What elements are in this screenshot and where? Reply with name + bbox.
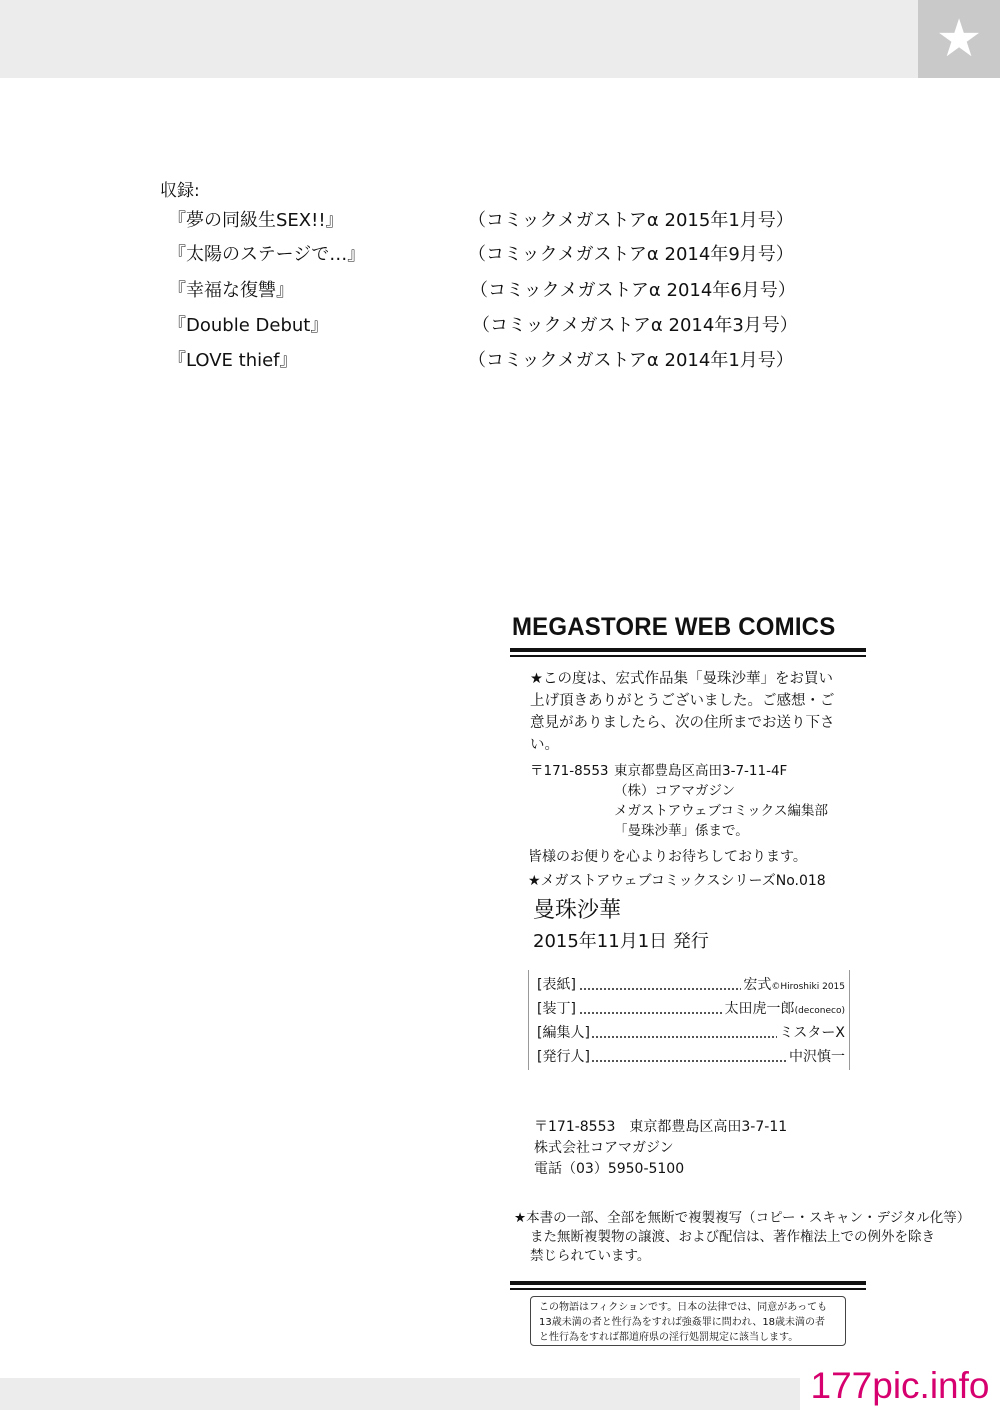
story-source: （コミックメガストアα 2014年1月号） — [468, 350, 794, 371]
contents-item — [168, 240, 848, 268]
story-title: 『幸福な復讐』 — [168, 280, 294, 301]
copyright-line: 禁じられています。 — [530, 1248, 651, 1264]
intro-line: ★この度は、宏式作品集「曼珠沙華」をお買い — [530, 671, 833, 687]
star-badge — [918, 0, 1000, 78]
intro-line: 上げ頂きありがとうございました。ご感想・ご — [530, 693, 835, 709]
contents-heading: 収録: — [160, 181, 200, 201]
postal-code: 〒171-8553 — [530, 763, 609, 779]
copyright-line: また無断複製物の譲渡、および配信は、著作権法上での例外を除き — [530, 1229, 935, 1245]
copyright-line: ★本書の一部、全部を無断で複製複写（コピー・スキャン・デジタル化等） — [514, 1210, 971, 1226]
credit-row — [537, 1022, 845, 1044]
credits-table — [528, 970, 850, 1070]
closing-text: 皆様のお便りを心よりお待ちしております。 — [528, 849, 807, 865]
notice-line: 13歳未満の者と性行為をすれば強姦罪に問われ、18歳未満の者 — [539, 1317, 826, 1328]
credit-row — [537, 1046, 845, 1068]
credit-note: ©Hiroshiki 2015 — [771, 982, 845, 992]
divider — [510, 648, 866, 652]
address-line: 東京都豊島区高田3-7-11-4F — [614, 763, 788, 779]
address-line: メガストアウェブコミックス編集部 — [614, 803, 828, 819]
credit-value: 中沢慎一 — [789, 1049, 845, 1065]
divider — [510, 1281, 866, 1285]
credit-label: [編集人] — [537, 1022, 592, 1044]
book-title: 曼珠沙華 — [533, 898, 622, 923]
contents-item — [168, 276, 848, 304]
series-number: ★メガストアウェブコミックスシリーズNo.018 — [528, 873, 826, 889]
contents-item — [168, 311, 848, 339]
intro-line: 意見がありましたら、次の住所までお送り下さ — [530, 715, 835, 731]
credit-note: (deconeco) — [794, 1006, 845, 1016]
story-source: （コミックメガストアα 2014年6月号） — [470, 280, 796, 301]
credit-value: 太田虎一郎 — [724, 1001, 795, 1017]
story-source: （コミックメガストアα 2014年3月号） — [472, 315, 798, 336]
story-title: 『LOVE thief』 — [168, 350, 298, 371]
divider — [510, 1288, 866, 1290]
notice-line: この物語はフィクションです。日本の法律では、同意があっても — [539, 1302, 828, 1313]
contents-item — [168, 346, 848, 374]
credit-label: [装丁] — [537, 998, 578, 1020]
address-line: 「曼珠沙華」係まで。 — [614, 823, 749, 839]
credit-row — [537, 974, 845, 996]
star-icon: ★ — [935, 9, 983, 69]
story-title: 『夢の同級生SEX!!』 — [168, 210, 344, 231]
top-bar — [0, 0, 1000, 78]
credit-row — [537, 998, 845, 1020]
publisher-address: 〒171-8553 東京都豊島区高田3-7-11 — [534, 1119, 788, 1135]
address-line: （株）コアマガジン — [614, 783, 736, 799]
story-source: （コミックメガストアα 2014年9月号） — [468, 244, 794, 265]
credit-label: [表紙] — [537, 974, 578, 996]
credit-value: 宏式 — [743, 977, 772, 993]
brand-logo: MEGASTORE WEB COMICS — [512, 613, 836, 641]
publisher-name: 株式会社コアマガジン — [534, 1140, 674, 1156]
credit-value: ミスターX — [779, 1025, 845, 1041]
notice-line: と性行為をすれば都道府県の淫行処罰規定に該当します。 — [539, 1332, 799, 1343]
story-title: 『Double Debut』 — [168, 315, 329, 336]
site-watermark: 177pic.info — [800, 1362, 1000, 1410]
credit-label: [発行人] — [537, 1046, 592, 1068]
publish-date: 2015年11月1日 発行 — [533, 931, 709, 952]
story-source: （コミックメガストアα 2015年1月号） — [468, 210, 794, 231]
contents-item — [168, 206, 848, 234]
intro-line: い。 — [530, 737, 559, 753]
publisher-phone: 電話（03）5950-5100 — [534, 1161, 685, 1177]
story-title: 『太陽のステージで…』 — [168, 244, 366, 265]
fiction-notice — [530, 1296, 846, 1346]
divider — [510, 655, 866, 657]
